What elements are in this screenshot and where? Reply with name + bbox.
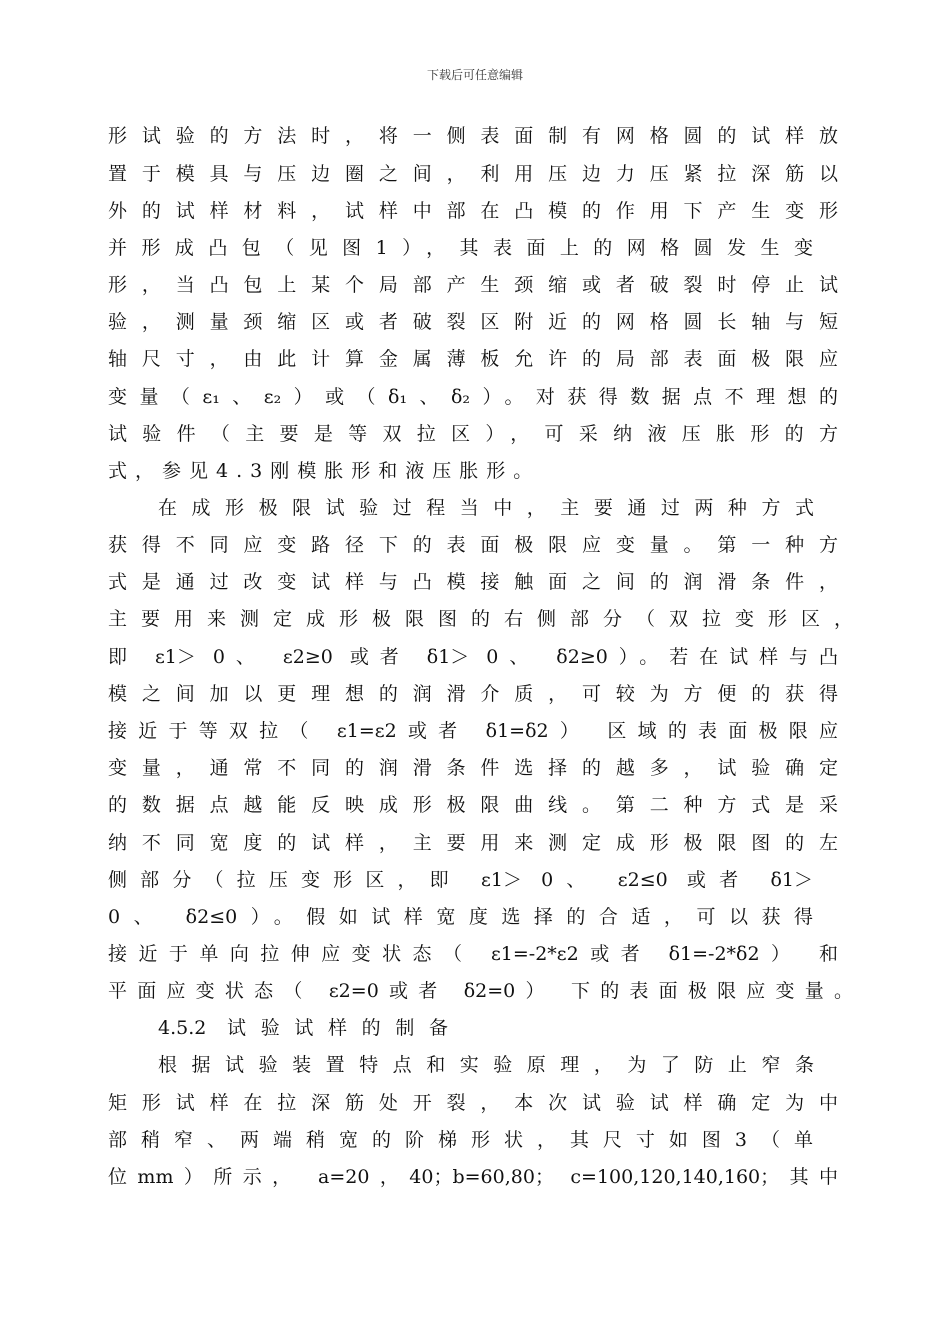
body-line: 式是通过改变试样与凸模接触面之间的润滑条件，	[108, 571, 838, 593]
body-line: 接近于等双拉（ ε1=ε2或者 δ1=δ2） 区域的表面极限应	[108, 720, 838, 742]
body-line: 平面应变状态（ ε2=0或者 δ2=0） 下的表面极限应变量。	[108, 980, 853, 1002]
body-line: 变量（ε₁、ε₂）或（δ₁、δ₂）。对获得数据点不理想的	[108, 386, 838, 408]
body-line: 部稍窄、两端稍宽的阶梯形状，其尺寸如图3（单	[108, 1129, 813, 1151]
body-line: 模之间加以更理想的润滑介质，可较为方便的获得	[108, 683, 838, 705]
body-line: 即 ε1＞ 0、 ε2≥0 或者 δ1＞ 0、 δ2≥0）。若在试样与凸	[108, 646, 838, 668]
body-line: 主要用来测定成形极限图的右侧部分（双拉变形区，	[108, 608, 853, 630]
section-heading: 4.5.2 试验试样的制备	[158, 1017, 448, 1039]
paragraph-first-line: 在成形极限试验过程当中，主要通过两种方式	[158, 497, 814, 519]
body-line: 获得不同应变路径下的表面极限应变量。第一种方	[108, 534, 838, 556]
body-line: 轴尺寸，由此计算金属薄板允许的局部表面极限应	[108, 348, 838, 370]
page-header-watermark: 下载后可任意编辑	[426, 68, 523, 82]
body-line: 外的试样材料，试样中部在凸模的作用下产生变形	[108, 200, 838, 222]
body-line: 的数据点越能反映成形极限曲线。第二种方式是采	[108, 794, 838, 816]
body-line: 置于模具与压边圈之间，利用压边力压紧拉深筋以	[108, 163, 838, 185]
body-line: 接近于单向拉伸应变状态（ ε1=-2*ε2或者 δ1=-2*δ2） 和	[108, 943, 838, 965]
body-line: 侧部分（拉压变形区，即 ε1＞ 0、 ε2≤0 或者 δ1＞	[108, 869, 813, 891]
body-line: 矩形试样在拉深筋处开裂，本次试验试样确定为中	[108, 1092, 838, 1114]
body-line: 位mm）所示， a=20，40；b=60,80； c=100,120,140,160；其中	[108, 1166, 838, 1188]
body-line: 试验件（主要是等双拉区），可采纳液压胀形的方	[108, 423, 838, 445]
body-line: 纳不同宽度的试样，主要用来测定成形极限图的左	[108, 832, 838, 854]
body-line: 式，参见4.3刚模胀形和液压胀形。	[108, 460, 541, 482]
body-line: 形试验的方法时，将一侧表面制有网格圆的试样放	[108, 125, 838, 147]
body-line: 并形成凸包（见图1），其表面上的网格圆发生变	[108, 237, 813, 259]
body-line: 验，测量颈缩区或者破裂区附近的网格圆长轴与短	[108, 311, 838, 333]
body-line: 0、 δ2≤0）。假如试样宽度选择的合适，可以获得	[108, 906, 813, 928]
paragraph-first-line: 根据试验装置特点和实验原理，为了防止窄条	[158, 1054, 814, 1076]
body-line: 形，当凸包上某个局部产生颈缩或者破裂时停止试	[108, 274, 838, 296]
body-line: 变量，通常不同的润滑条件选择的越多，试验确定	[108, 757, 838, 779]
